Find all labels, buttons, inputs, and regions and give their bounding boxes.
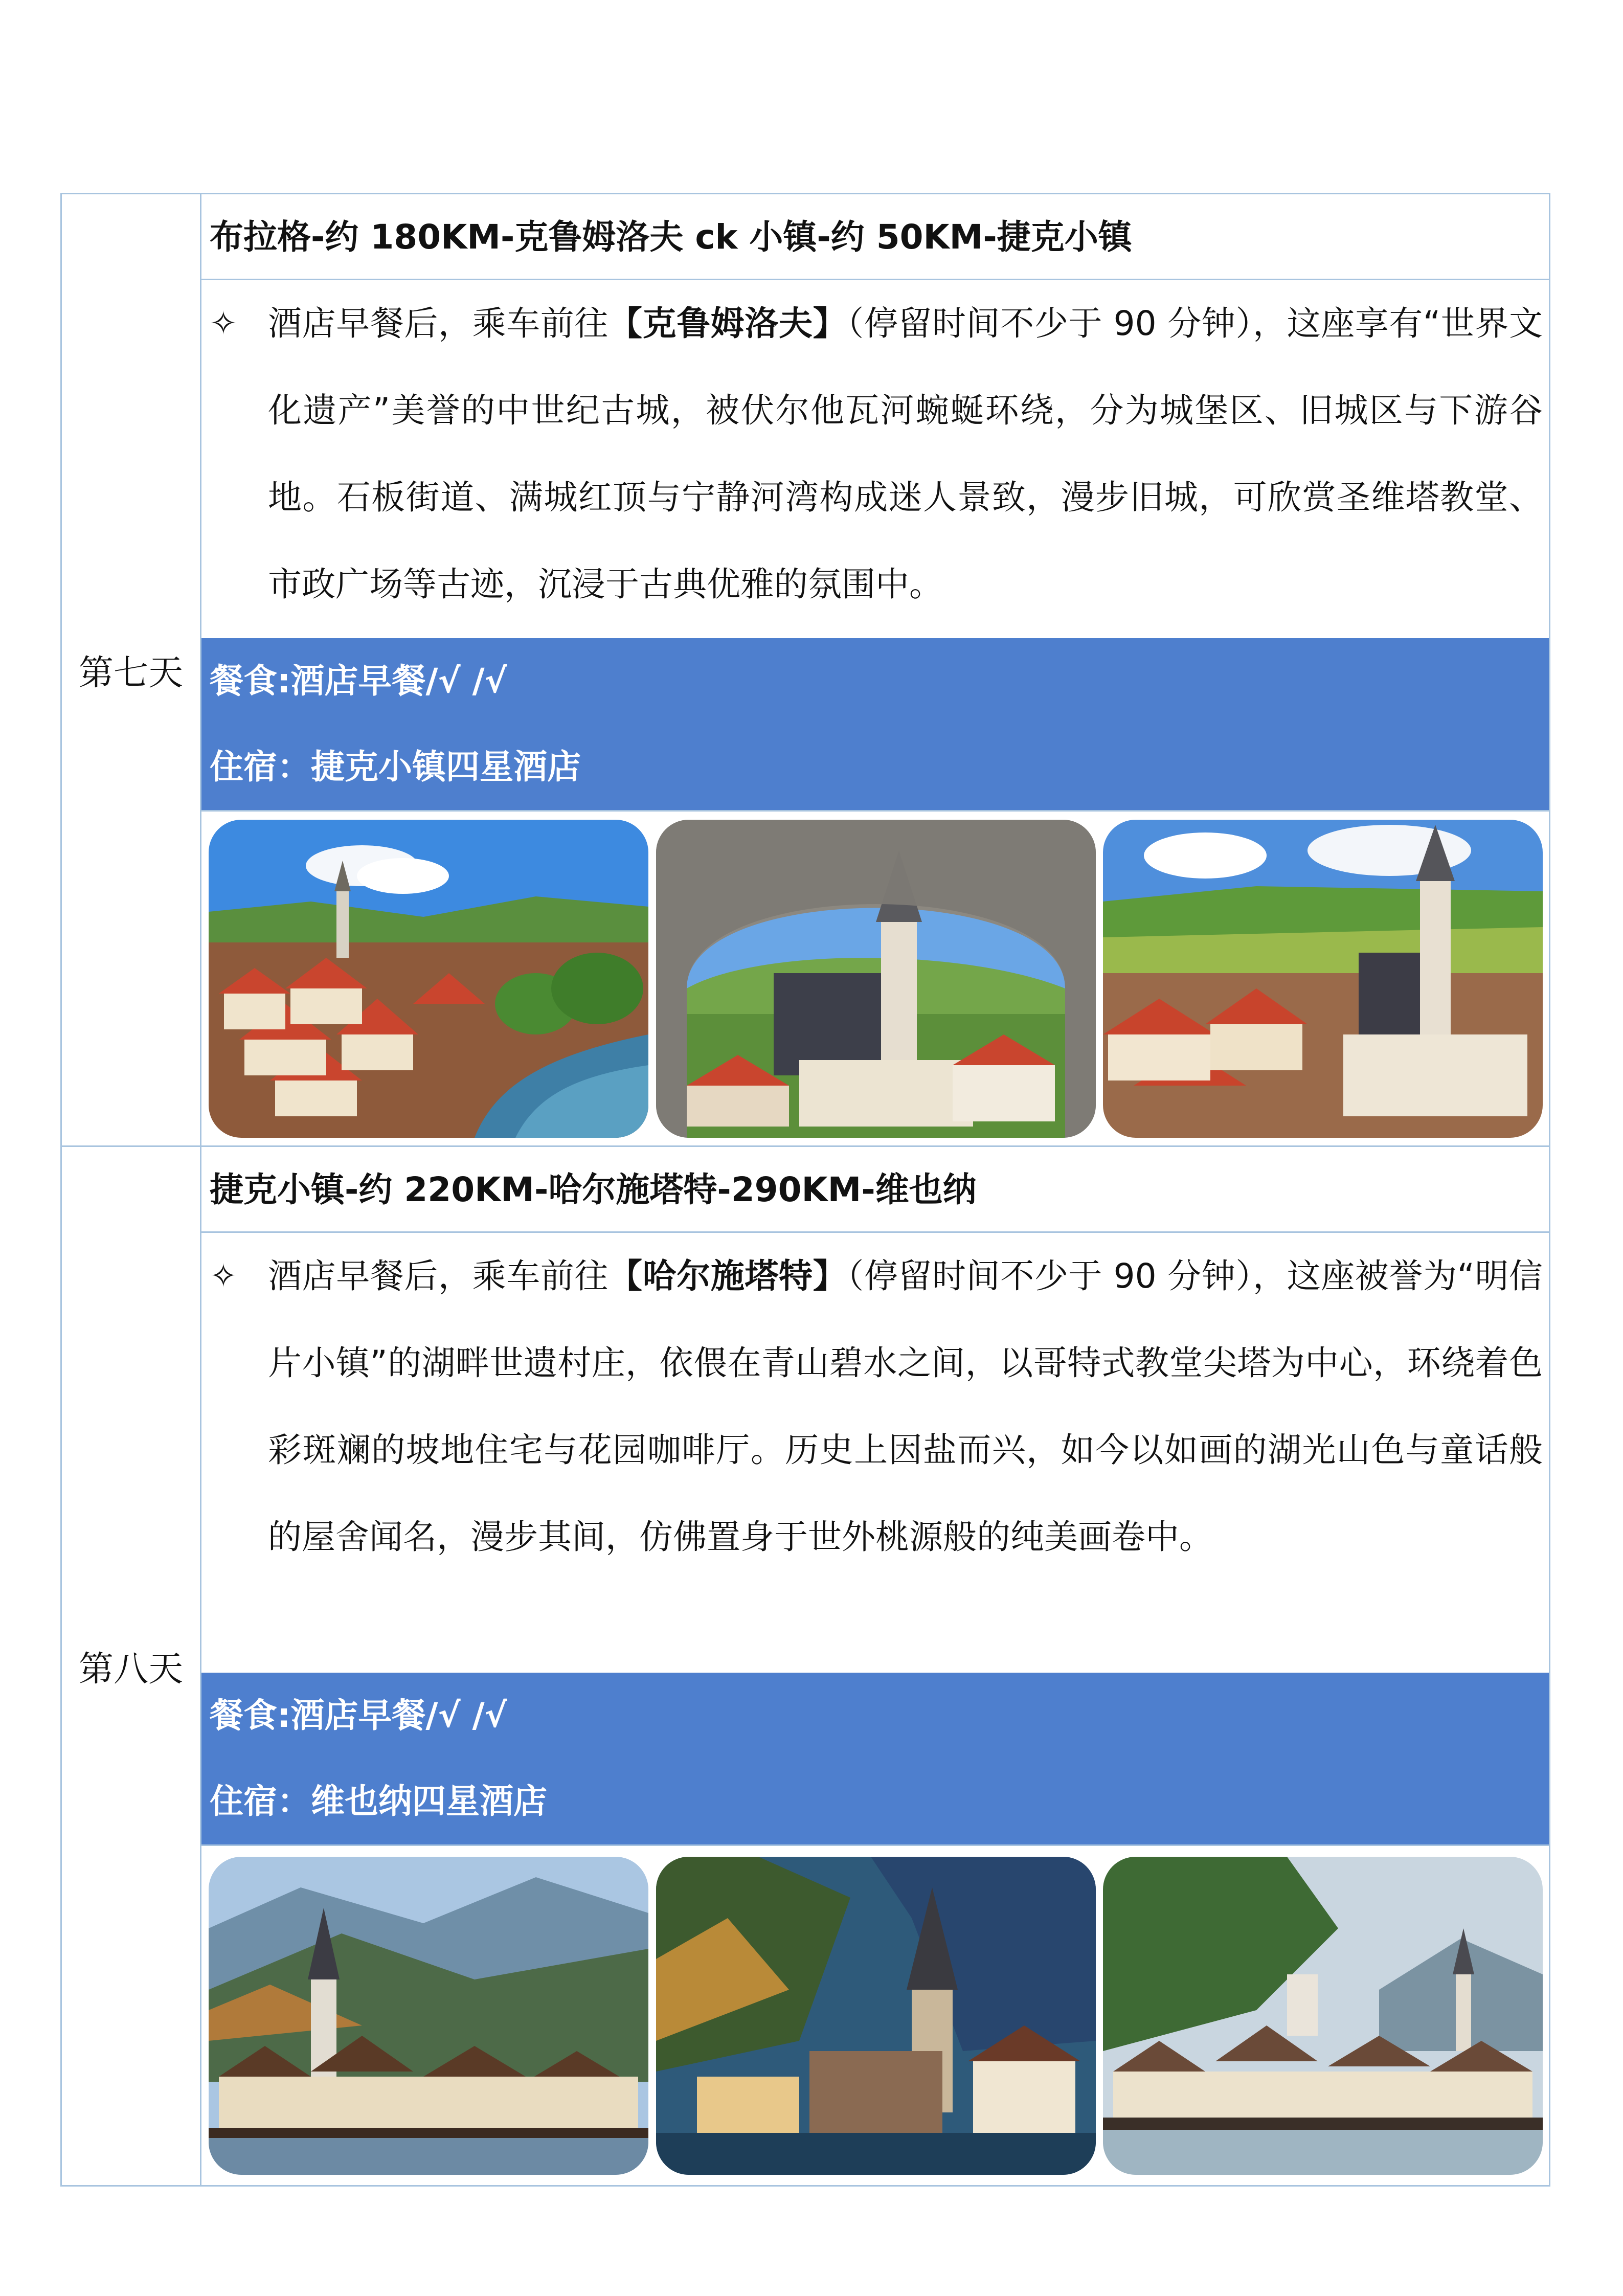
hallstatt-autumn-photo — [209, 1857, 648, 2175]
day-row — [62, 194, 1549, 1147]
description-intro: 酒店早餐后，乘车前往 — [268, 304, 609, 343]
day-label: 第八天 — [62, 1147, 201, 2185]
spot-name: 【哈尔施塔特】 — [608, 1256, 847, 1296]
route-title: 捷克小镇-约 220KM-哈尔施塔特-290KM-维也纳 — [201, 1147, 1549, 1233]
day-content — [201, 194, 1549, 1145]
day-description — [201, 280, 1549, 638]
town-panorama-photo — [1103, 820, 1543, 1138]
bullet-icon: ✧ — [210, 305, 237, 343]
description-text — [268, 1233, 1543, 1581]
spot-name: 【克鲁姆洛夫】 — [608, 304, 847, 343]
hallstatt-lakeside-photo — [1103, 1857, 1543, 2175]
day-label: 第七天 — [62, 194, 201, 1145]
description-text — [268, 280, 1543, 628]
day-description — [201, 1233, 1549, 1673]
meals-info: 餐食:酒店早餐/√ /√ — [210, 661, 507, 701]
description-intro: 酒店早餐后，乘车前往 — [268, 1256, 609, 1296]
day-row — [62, 1147, 1549, 2185]
church-arch-photo — [656, 820, 1096, 1138]
hallstatt-church-photo — [656, 1857, 1096, 2175]
description-body: （停留时间不少于 90 分钟），这座被誉为“明信片小镇”的湖畔世遗村庄，依偎在青山碧水之间，以哥特式教堂尖塔为中心，环绕着色彩斑斓的坡地住宅与花园咖啡厅。历史上因盐而兴，如今以如画的湖光山色与童话般的屋舍闻名，漫步其间，仿佛置身于世外桃源般的纯美画卷中。 — [268, 1256, 1543, 1557]
day-content — [201, 1147, 1549, 2185]
bullet-icon: ✧ — [210, 1257, 237, 1295]
hotel-info: 住宿：维也纳四星酒店 — [210, 1782, 547, 1821]
photo-strip — [201, 810, 1549, 1145]
route-title: 布拉格-约 180KM-克鲁姆洛夫 ck 小镇-约 50KM-捷克小镇 — [201, 194, 1549, 280]
krumlov-river-photo — [209, 820, 648, 1138]
meals-info: 餐食:酒店早餐/√ /√ — [210, 1696, 507, 1735]
photo-strip — [201, 1844, 1549, 2185]
info-band — [201, 638, 1549, 810]
info-band — [201, 1673, 1549, 1844]
itinerary-table — [60, 193, 1550, 2187]
hotel-info: 住宿：捷克小镇四星酒店 — [210, 747, 581, 786]
description-body: （停留时间不少于 90 分钟），这座享有“世界文化遗产”美誉的中世纪古城，被伏尔他瓦河蜿蜒环绕，分为城堡区、旧城区与下游谷地。石板街道、满城红顶与宁静河湾构成迷人景致，漫步旧城，可欣赏圣维塔教堂、市政广场等古迹，沉浸于古典优雅的氛围中。 — [268, 304, 1543, 604]
